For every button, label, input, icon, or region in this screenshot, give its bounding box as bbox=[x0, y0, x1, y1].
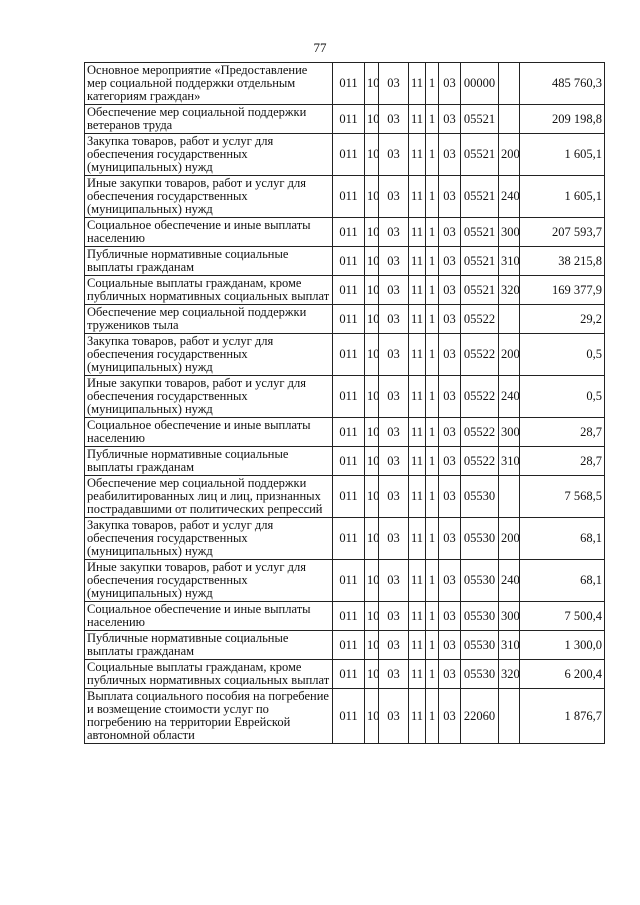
ministry-code: 011 bbox=[333, 334, 365, 376]
program-code: 11 bbox=[409, 602, 426, 631]
ministry-code: 011 bbox=[333, 63, 365, 105]
subprogram-code: 1 bbox=[426, 560, 439, 602]
page-number: 77 bbox=[313, 40, 327, 55]
subprogram-code: 1 bbox=[426, 247, 439, 276]
program-code: 11 bbox=[409, 334, 426, 376]
expense-name: Социальные выплаты гражданам, кроме публичных нормативных социальных выплат bbox=[85, 660, 333, 689]
program-code: 11 bbox=[409, 105, 426, 134]
direction-code: 05522 bbox=[461, 376, 499, 418]
table-row bbox=[85, 631, 605, 660]
expense-type-code: 310 bbox=[499, 247, 520, 276]
activity-code: 03 bbox=[439, 276, 461, 305]
amount: 1 605,1 bbox=[520, 176, 605, 218]
activity-code: 03 bbox=[439, 602, 461, 631]
amount: 1 876,7 bbox=[520, 689, 605, 744]
expense-type-code: 240 bbox=[499, 376, 520, 418]
subsection-code: 03 bbox=[379, 660, 409, 689]
subsection-code: 03 bbox=[379, 218, 409, 247]
amount: 7 500,4 bbox=[520, 602, 605, 631]
expense-type-code: 300 bbox=[499, 218, 520, 247]
expense-type-code: 320 bbox=[499, 276, 520, 305]
section-code: 10 bbox=[365, 560, 379, 602]
subsection-code: 03 bbox=[379, 105, 409, 134]
activity-code: 03 bbox=[439, 689, 461, 744]
program-code: 11 bbox=[409, 134, 426, 176]
table-row bbox=[85, 305, 605, 334]
ministry-code: 011 bbox=[333, 560, 365, 602]
expense-type-code bbox=[499, 305, 520, 334]
expense-name: Иные закупки товаров, работ и услуг для обеспечения государственных (муниципальных) нужд bbox=[85, 560, 333, 602]
direction-code: 05521 bbox=[461, 247, 499, 276]
section-code: 10 bbox=[365, 276, 379, 305]
expense-name: Основное мероприятие «Предоставление мер социальной поддержки отдельным категориям граждан» bbox=[85, 63, 333, 105]
ministry-code: 011 bbox=[333, 689, 365, 744]
amount: 1 300,0 bbox=[520, 631, 605, 660]
ministry-code: 011 bbox=[333, 602, 365, 631]
subsection-code: 03 bbox=[379, 476, 409, 518]
section-code: 10 bbox=[365, 418, 379, 447]
ministry-code: 011 bbox=[333, 660, 365, 689]
amount: 485 760,3 bbox=[520, 63, 605, 105]
subprogram-code: 1 bbox=[426, 176, 439, 218]
amount: 68,1 bbox=[520, 518, 605, 560]
table-row bbox=[85, 660, 605, 689]
section-code: 10 bbox=[365, 218, 379, 247]
subsection-code: 03 bbox=[379, 376, 409, 418]
amount: 1 605,1 bbox=[520, 134, 605, 176]
subsection-code: 03 bbox=[379, 602, 409, 631]
section-code: 10 bbox=[365, 176, 379, 218]
activity-code: 03 bbox=[439, 305, 461, 334]
subsection-code: 03 bbox=[379, 560, 409, 602]
table-row bbox=[85, 63, 605, 105]
section-code: 10 bbox=[365, 105, 379, 134]
direction-code: 05530 bbox=[461, 660, 499, 689]
expense-name: Социальное обеспечение и иные выплаты населению bbox=[85, 418, 333, 447]
subprogram-code: 1 bbox=[426, 376, 439, 418]
table-row bbox=[85, 134, 605, 176]
subsection-code: 03 bbox=[379, 418, 409, 447]
expense-type-code: 310 bbox=[499, 447, 520, 476]
subprogram-code: 1 bbox=[426, 447, 439, 476]
program-code: 11 bbox=[409, 376, 426, 418]
activity-code: 03 bbox=[439, 518, 461, 560]
program-code: 11 bbox=[409, 689, 426, 744]
subprogram-code: 1 bbox=[426, 134, 439, 176]
section-code: 10 bbox=[365, 518, 379, 560]
ministry-code: 011 bbox=[333, 176, 365, 218]
activity-code: 03 bbox=[439, 560, 461, 602]
ministry-code: 011 bbox=[333, 218, 365, 247]
expense-name: Закупка товаров, работ и услуг для обеспечения государственных (муниципальных) нужд bbox=[85, 134, 333, 176]
ministry-code: 011 bbox=[333, 631, 365, 660]
section-code: 10 bbox=[365, 476, 379, 518]
expense-type-code bbox=[499, 63, 520, 105]
amount: 29,2 bbox=[520, 305, 605, 334]
expense-name: Закупка товаров, работ и услуг для обеспечения государственных (муниципальных) нужд bbox=[85, 334, 333, 376]
amount: 209 198,8 bbox=[520, 105, 605, 134]
expense-name: Обеспечение мер социальной поддержки ветеранов труда bbox=[85, 105, 333, 134]
program-code: 11 bbox=[409, 447, 426, 476]
expense-name: Публичные нормативные социальные выплаты гражданам bbox=[85, 447, 333, 476]
activity-code: 03 bbox=[439, 63, 461, 105]
table-row bbox=[85, 602, 605, 631]
direction-code: 00000 bbox=[461, 63, 499, 105]
section-code: 10 bbox=[365, 660, 379, 689]
activity-code: 03 bbox=[439, 334, 461, 376]
section-code: 10 bbox=[365, 602, 379, 631]
ministry-code: 011 bbox=[333, 276, 365, 305]
section-code: 10 bbox=[365, 376, 379, 418]
amount: 28,7 bbox=[520, 447, 605, 476]
expense-name: Закупка товаров, работ и услуг для обеспечения государственных (муниципальных) нужд bbox=[85, 518, 333, 560]
expense-name: Иные закупки товаров, работ и услуг для обеспечения государственных (муниципальных) нужд bbox=[85, 176, 333, 218]
expense-name: Обеспечение мер социальной поддержки реабилитированных лиц и лиц, признанных пострадавшими от политических репрессий bbox=[85, 476, 333, 518]
direction-code: 05521 bbox=[461, 105, 499, 134]
expense-name: Выплата социального пособия на погребение и возмещение стоимости услуг по погребению на территории Еврейской автономной области bbox=[85, 689, 333, 744]
subprogram-code: 1 bbox=[426, 305, 439, 334]
table-row bbox=[85, 518, 605, 560]
ministry-code: 011 bbox=[333, 134, 365, 176]
expense-type-code: 300 bbox=[499, 418, 520, 447]
amount: 0,5 bbox=[520, 376, 605, 418]
ministry-code: 011 bbox=[333, 105, 365, 134]
amount: 68,1 bbox=[520, 560, 605, 602]
subprogram-code: 1 bbox=[426, 631, 439, 660]
program-code: 11 bbox=[409, 476, 426, 518]
subprogram-code: 1 bbox=[426, 689, 439, 744]
table-row bbox=[85, 447, 605, 476]
program-code: 11 bbox=[409, 631, 426, 660]
expense-name: Социальное обеспечение и иные выплаты населению bbox=[85, 218, 333, 247]
direction-code: 05521 bbox=[461, 218, 499, 247]
direction-code: 05521 bbox=[461, 276, 499, 305]
expense-type-code: 200 bbox=[499, 518, 520, 560]
activity-code: 03 bbox=[439, 660, 461, 689]
expense-type-code: 200 bbox=[499, 334, 520, 376]
activity-code: 03 bbox=[439, 134, 461, 176]
expense-type-code: 240 bbox=[499, 176, 520, 218]
expense-type-code: 320 bbox=[499, 660, 520, 689]
table-row bbox=[85, 476, 605, 518]
direction-code: 05522 bbox=[461, 447, 499, 476]
expense-type-code bbox=[499, 105, 520, 134]
direction-code: 05521 bbox=[461, 176, 499, 218]
direction-code: 05522 bbox=[461, 305, 499, 334]
subprogram-code: 1 bbox=[426, 334, 439, 376]
amount: 207 593,7 bbox=[520, 218, 605, 247]
activity-code: 03 bbox=[439, 631, 461, 660]
program-code: 11 bbox=[409, 247, 426, 276]
subsection-code: 03 bbox=[379, 447, 409, 476]
direction-code: 05530 bbox=[461, 560, 499, 602]
activity-code: 03 bbox=[439, 105, 461, 134]
expense-name: Публичные нормативные социальные выплаты гражданам bbox=[85, 247, 333, 276]
program-code: 11 bbox=[409, 276, 426, 305]
table-body bbox=[85, 63, 605, 744]
program-code: 11 bbox=[409, 305, 426, 334]
subprogram-code: 1 bbox=[426, 276, 439, 305]
subprogram-code: 1 bbox=[426, 63, 439, 105]
subsection-code: 03 bbox=[379, 63, 409, 105]
activity-code: 03 bbox=[439, 218, 461, 247]
subprogram-code: 1 bbox=[426, 518, 439, 560]
table-row bbox=[85, 376, 605, 418]
expense-type-code: 300 bbox=[499, 602, 520, 631]
subsection-code: 03 bbox=[379, 334, 409, 376]
program-code: 11 bbox=[409, 63, 426, 105]
ministry-code: 011 bbox=[333, 447, 365, 476]
direction-code: 22060 bbox=[461, 689, 499, 744]
amount: 6 200,4 bbox=[520, 660, 605, 689]
ministry-code: 011 bbox=[333, 305, 365, 334]
amount: 169 377,9 bbox=[520, 276, 605, 305]
subsection-code: 03 bbox=[379, 631, 409, 660]
section-code: 10 bbox=[365, 63, 379, 105]
program-code: 11 bbox=[409, 176, 426, 218]
expense-name: Иные закупки товаров, работ и услуг для обеспечения государственных (муниципальных) нужд bbox=[85, 376, 333, 418]
table-row bbox=[85, 334, 605, 376]
expense-name: Обеспечение мер социальной поддержки тружеников тыла bbox=[85, 305, 333, 334]
section-code: 10 bbox=[365, 247, 379, 276]
ministry-code: 011 bbox=[333, 418, 365, 447]
subprogram-code: 1 bbox=[426, 602, 439, 631]
direction-code: 05522 bbox=[461, 334, 499, 376]
subsection-code: 03 bbox=[379, 247, 409, 276]
program-code: 11 bbox=[409, 218, 426, 247]
budget-table bbox=[84, 62, 605, 744]
ministry-code: 011 bbox=[333, 518, 365, 560]
section-code: 10 bbox=[365, 631, 379, 660]
expense-type-code: 240 bbox=[499, 560, 520, 602]
amount: 0,5 bbox=[520, 334, 605, 376]
subsection-code: 03 bbox=[379, 305, 409, 334]
expense-type-code: 310 bbox=[499, 631, 520, 660]
subprogram-code: 1 bbox=[426, 418, 439, 447]
program-code: 11 bbox=[409, 418, 426, 447]
subprogram-code: 1 bbox=[426, 218, 439, 247]
ministry-code: 011 bbox=[333, 247, 365, 276]
table-row bbox=[85, 418, 605, 447]
section-code: 10 bbox=[365, 689, 379, 744]
expense-name: Социальные выплаты гражданам, кроме публичных нормативных социальных выплат bbox=[85, 276, 333, 305]
section-code: 10 bbox=[365, 134, 379, 176]
table-row bbox=[85, 247, 605, 276]
table-row bbox=[85, 560, 605, 602]
program-code: 11 bbox=[409, 560, 426, 602]
expense-name: Публичные нормативные социальные выплаты гражданам bbox=[85, 631, 333, 660]
program-code: 11 bbox=[409, 660, 426, 689]
direction-code: 05522 bbox=[461, 418, 499, 447]
subsection-code: 03 bbox=[379, 689, 409, 744]
section-code: 10 bbox=[365, 305, 379, 334]
direction-code: 05530 bbox=[461, 476, 499, 518]
expense-type-code bbox=[499, 476, 520, 518]
activity-code: 03 bbox=[439, 418, 461, 447]
subprogram-code: 1 bbox=[426, 476, 439, 518]
amount: 28,7 bbox=[520, 418, 605, 447]
amount: 38 215,8 bbox=[520, 247, 605, 276]
table-row bbox=[85, 105, 605, 134]
ministry-code: 011 bbox=[333, 376, 365, 418]
activity-code: 03 bbox=[439, 447, 461, 476]
expense-name: Социальное обеспечение и иные выплаты населению bbox=[85, 602, 333, 631]
subsection-code: 03 bbox=[379, 276, 409, 305]
section-code: 10 bbox=[365, 334, 379, 376]
activity-code: 03 bbox=[439, 476, 461, 518]
ministry-code: 011 bbox=[333, 476, 365, 518]
expense-type-code bbox=[499, 689, 520, 744]
expense-type-code: 200 bbox=[499, 134, 520, 176]
subsection-code: 03 bbox=[379, 518, 409, 560]
subsection-code: 03 bbox=[379, 176, 409, 218]
table-row bbox=[85, 218, 605, 247]
table-row bbox=[85, 176, 605, 218]
subsection-code: 03 bbox=[379, 134, 409, 176]
direction-code: 05521 bbox=[461, 134, 499, 176]
subprogram-code: 1 bbox=[426, 660, 439, 689]
section-code: 10 bbox=[365, 447, 379, 476]
activity-code: 03 bbox=[439, 376, 461, 418]
amount: 7 568,5 bbox=[520, 476, 605, 518]
program-code: 11 bbox=[409, 518, 426, 560]
subprogram-code: 1 bbox=[426, 105, 439, 134]
activity-code: 03 bbox=[439, 176, 461, 218]
direction-code: 05530 bbox=[461, 631, 499, 660]
direction-code: 05530 bbox=[461, 602, 499, 631]
direction-code: 05530 bbox=[461, 518, 499, 560]
table-row bbox=[85, 689, 605, 744]
table-row bbox=[85, 276, 605, 305]
activity-code: 03 bbox=[439, 247, 461, 276]
